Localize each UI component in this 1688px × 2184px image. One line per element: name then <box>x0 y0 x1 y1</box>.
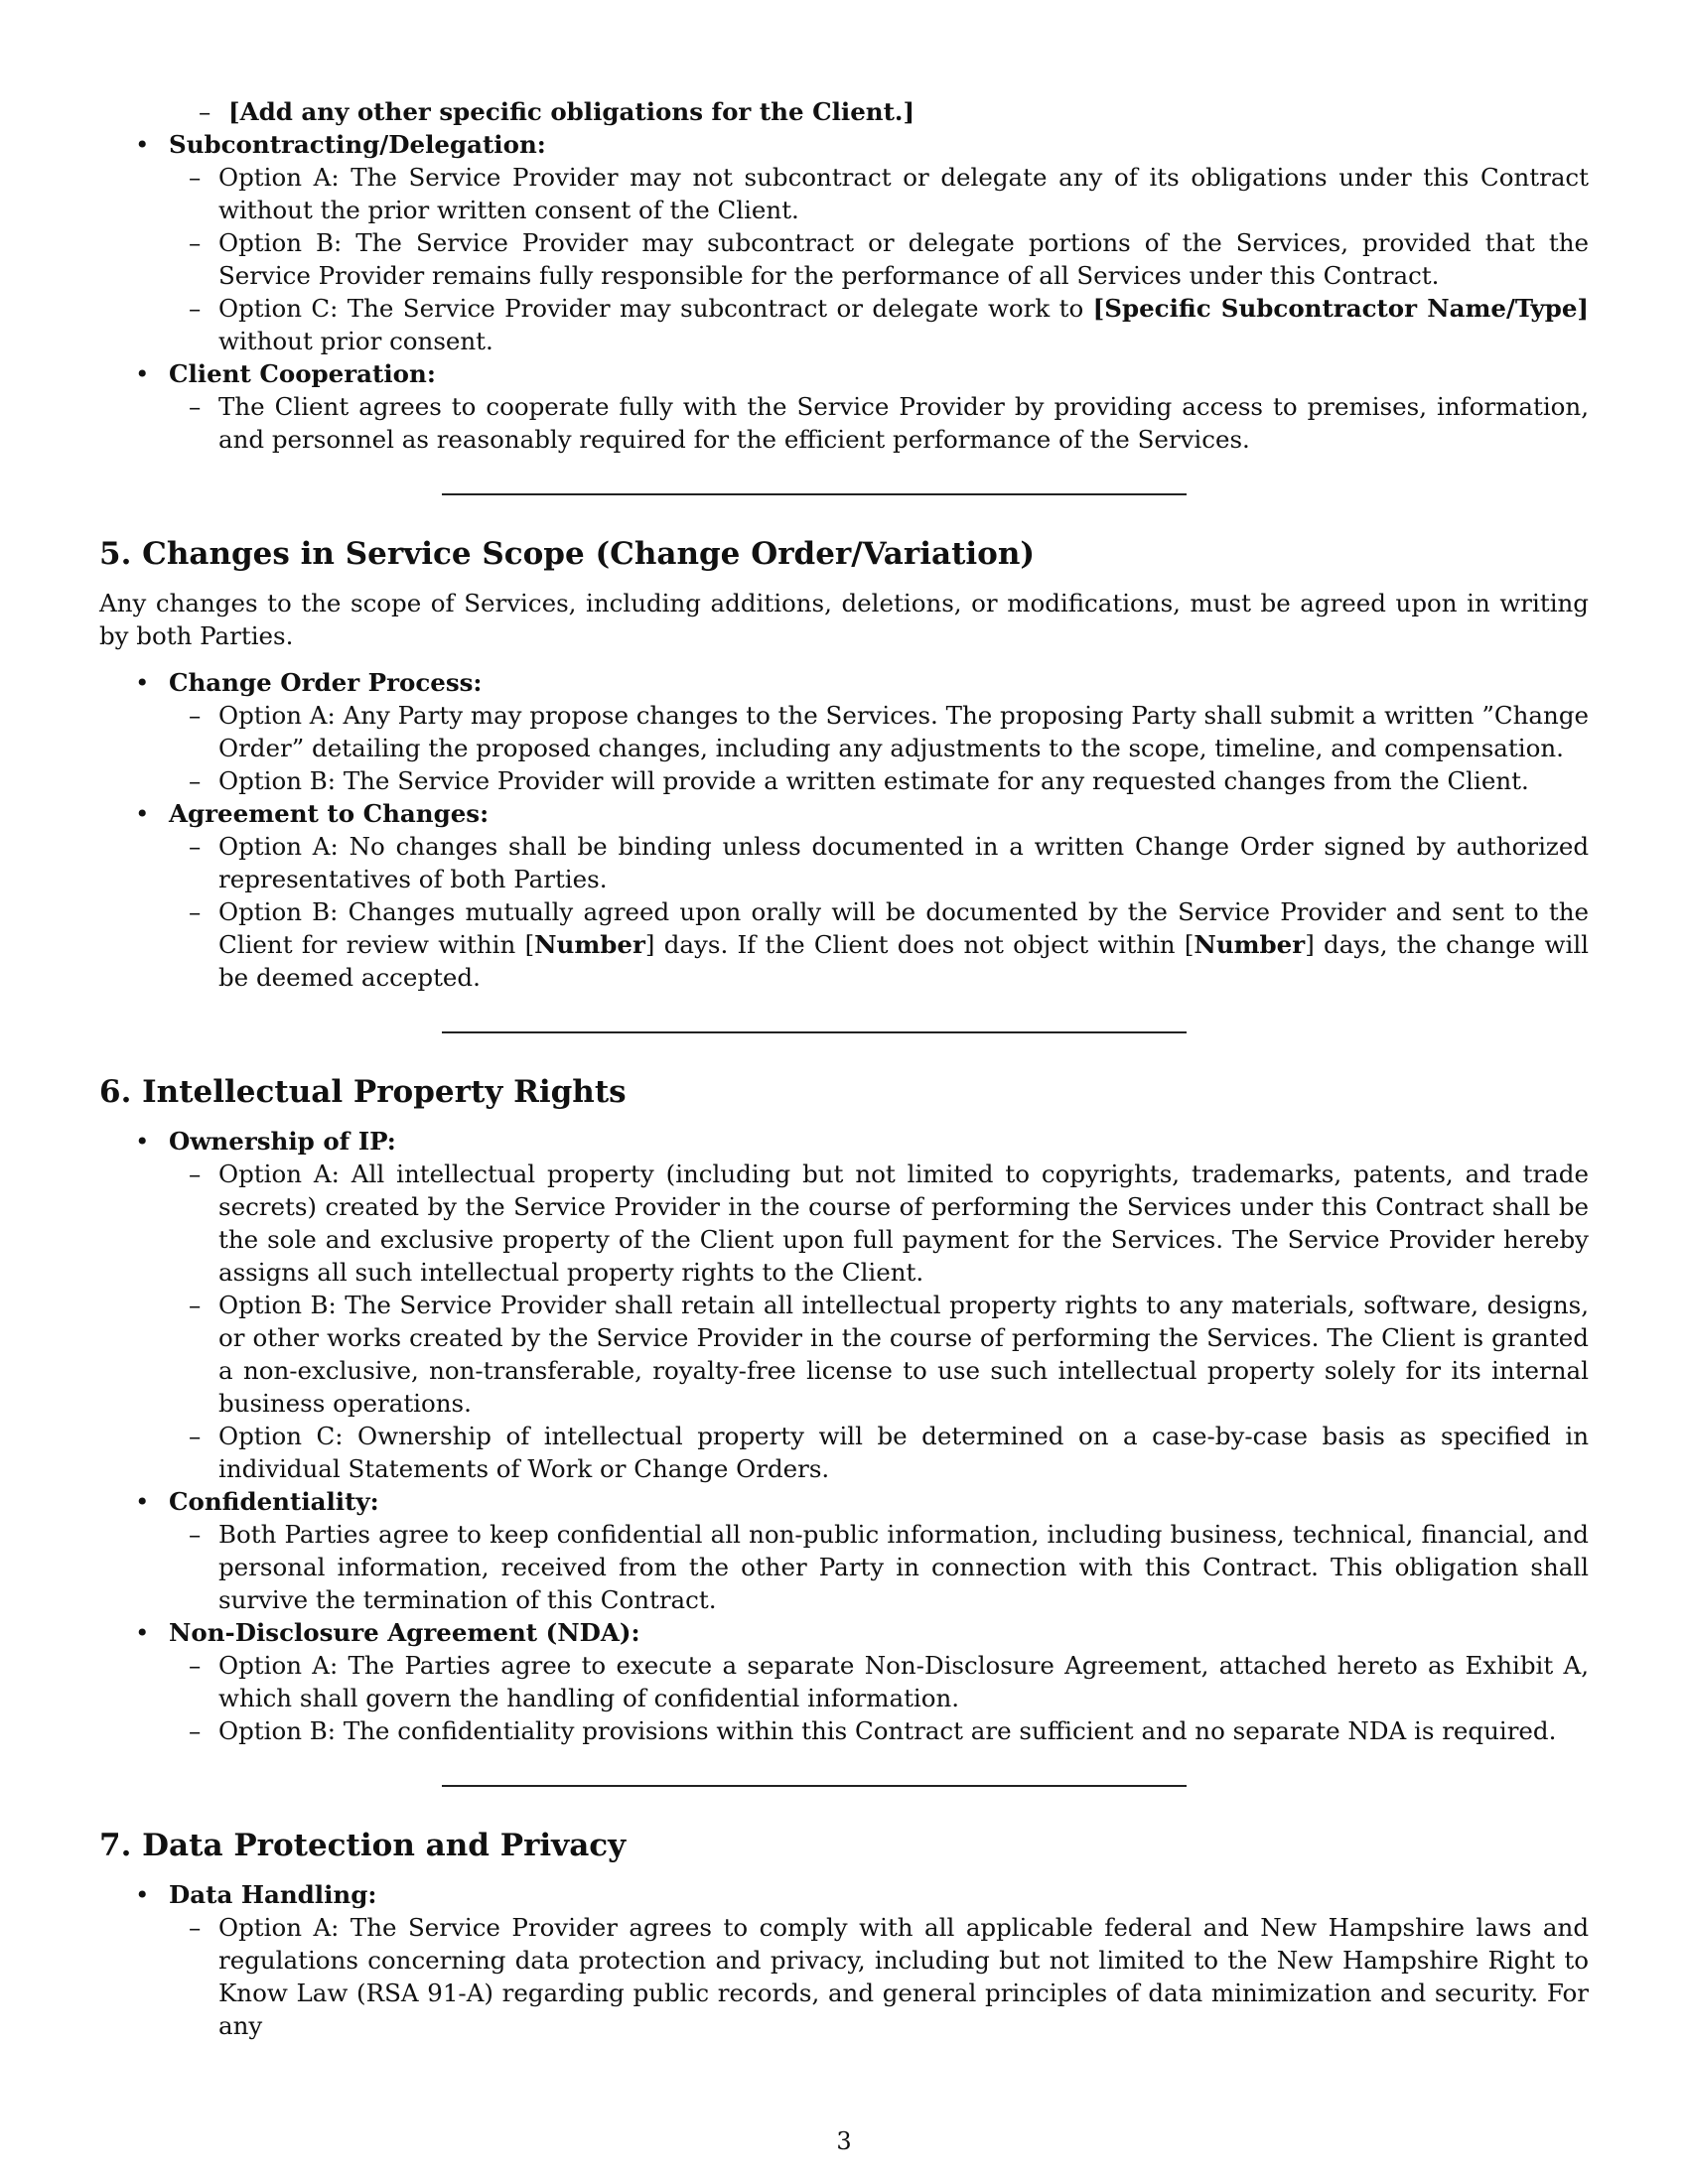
item-text: without prior consent. <box>218 327 493 355</box>
placeholder-text: Number <box>534 930 645 959</box>
sub-list-item <box>159 1714 1589 1747</box>
item-text: Option A: Any Party may propose changes to the Services. The proposing Party shall submit a written ”Change Order” detailing the proposed changes, including any adjustments to the scope, timeline, and compensation. <box>218 701 1589 762</box>
item-text: ] days. If the Client does not object within [ <box>644 930 1195 959</box>
item-text: Option C: The Service Provider may subcontract or delegate work to <box>218 294 1093 323</box>
item-text: The Client agrees to cooperate fully with the Service Provider by providing access to premises, information, and personnel as reasonably required for the efficient performance of the Services. <box>218 392 1589 454</box>
sub-list <box>159 1911 1589 2042</box>
sub-list-item <box>159 895 1589 994</box>
bullet-item <box>99 1878 1589 2042</box>
section-7-list <box>99 1878 1589 2042</box>
item-text: Option B: The Service Provider shall retain all intellectual property rights to any materials, software, designs, or other works created by the Service Provider in the course of performing the Services. The Client is granted a non-exclusive, non-transferable, royalty-free license to use such intellectual property solely for its internal business operations. <box>218 1291 1589 1418</box>
sub-list <box>159 161 1589 357</box>
item-text: Option C: Ownership of intellectual property will be determined on a case-by-case basis as specified in individual Statements of Work or Change Orders. <box>218 1422 1589 1483</box>
page-number: 3 <box>836 2127 852 2155</box>
sub-list-item <box>159 699 1589 764</box>
sub-list-item <box>169 95 1589 128</box>
bullet-item <box>99 128 1589 357</box>
item-text: Option B: The Service Provider may subcontract or delegate portions of the Services, provided that the Service Provider remains fully responsible for the performance of all Services under this Contract. <box>218 228 1589 290</box>
section-7-heading: 7. Data Protection and Privacy <box>99 1828 627 1863</box>
sub-list-item <box>159 1289 1589 1420</box>
sub-list-item <box>159 161 1589 226</box>
document-page <box>99 95 1589 2042</box>
bullet-label: Confidentiality: <box>169 1487 379 1516</box>
section-5-heading: 5. Changes in Service Scope (Change Order/Variation) <box>99 536 1036 572</box>
section-5-list <box>99 666 1589 994</box>
sub-list-item <box>159 1158 1589 1289</box>
sub-list-item <box>159 1518 1589 1616</box>
bullet-item <box>99 1485 1589 1616</box>
top-sublist <box>169 95 1589 128</box>
sub-list-item <box>159 390 1589 456</box>
section-5-intro: Any changes to the scope of Services, including additions, deletions, or modifications, must be agreed upon in writing by both Parties. <box>99 589 1589 650</box>
bullet-item <box>99 666 1589 797</box>
sub-list <box>159 830 1589 994</box>
placeholder-text: [Add any other specific obligations for the Client.] <box>228 97 915 126</box>
section-divider <box>442 1031 1187 1033</box>
item-text: Option A: The Service Provider may not subcontract or delegate any of its obligations under this Contract without the prior written consent of the Client. <box>218 163 1589 224</box>
sub-list-item <box>159 1649 1589 1714</box>
bullet-label: Ownership of IP: <box>169 1127 396 1156</box>
bullet-label: Non-Disclosure Agreement (NDA): <box>169 1618 640 1647</box>
bullet-item <box>99 797 1589 994</box>
placeholder-text: Number <box>1194 930 1306 959</box>
pre-section-list <box>99 128 1589 456</box>
sub-list-item <box>159 764 1589 797</box>
item-text: Option A: The Service Provider agrees to comply with all applicable federal and New Hampshire laws and regulations concerning data protection and privacy, including but not limited to the New Hampshire Right to Know Law (RSA 91-A) regarding public records, and general principles of data minimization and security. For any <box>218 1913 1589 2040</box>
sub-list <box>159 1649 1589 1747</box>
item-text: Option A: No changes shall be binding unless documented in a written Change Order signed by authorized representatives of both Parties. <box>218 832 1589 893</box>
bullet-item <box>99 357 1589 456</box>
item-text: Option B: The confidentiality provisions within this Contract are sufficient and no separate NDA is required. <box>218 1716 1557 1745</box>
sub-list-item <box>159 292 1589 357</box>
section-6-list <box>99 1125 1589 1747</box>
sub-list <box>159 1518 1589 1616</box>
bullet-item <box>99 1125 1589 1485</box>
bullet-label: Client Cooperation: <box>169 359 436 388</box>
item-text: Option A: The Parties agree to execute a separate Non-Disclosure Agreement, attached hereto as Exhibit A, which shall govern the handling of confidential information. <box>218 1651 1589 1712</box>
item-text: Option A: All intellectual property (including but not limited to copyrights, trademarks, patents, and trade secrets) created by the Service Provider in the course of performing the Services under this Contract shall be the sole and exclusive property of the Client upon full payment for the Services. The Service Provider hereby assigns all such intellectual property rights to the Client. <box>218 1160 1589 1287</box>
bullet-label: Agreement to Changes: <box>169 799 490 828</box>
section-divider <box>442 1785 1187 1787</box>
bullet-label: Data Handling: <box>169 1880 377 1909</box>
sub-list <box>159 1158 1589 1485</box>
sub-list-item <box>159 830 1589 895</box>
bullet-label: Subcontracting/Delegation: <box>169 130 546 159</box>
section-divider <box>442 493 1187 495</box>
item-text: Option B: The Service Provider will provide a written estimate for any requested changes from the Client. <box>218 766 1529 795</box>
sub-list-item <box>159 1420 1589 1485</box>
placeholder-text: [Specific Subcontractor Name/Type] <box>1092 294 1590 323</box>
section-6-heading: 6. Intellectual Property Rights <box>99 1074 627 1110</box>
bullet-item <box>99 1616 1589 1747</box>
item-text: Option B: Changes mutually agreed upon orally will be documented by the Service Provider and sent to the Client for review within [ <box>218 897 1589 959</box>
sub-list <box>159 390 1589 456</box>
bullet-label: Change Order Process: <box>169 668 483 697</box>
item-text: Both Parties agree to keep confidential all non-public information, including business, technical, financial, and personal information, received from the other Party in connection with this Contract. This obligation shall survive the termination of this Contract. <box>218 1520 1589 1614</box>
item-text: ] days, the change will be deemed accepted. <box>218 930 1590 992</box>
sub-list-item <box>159 226 1589 292</box>
sub-list-item <box>159 1911 1589 2042</box>
sub-list <box>159 699 1589 797</box>
